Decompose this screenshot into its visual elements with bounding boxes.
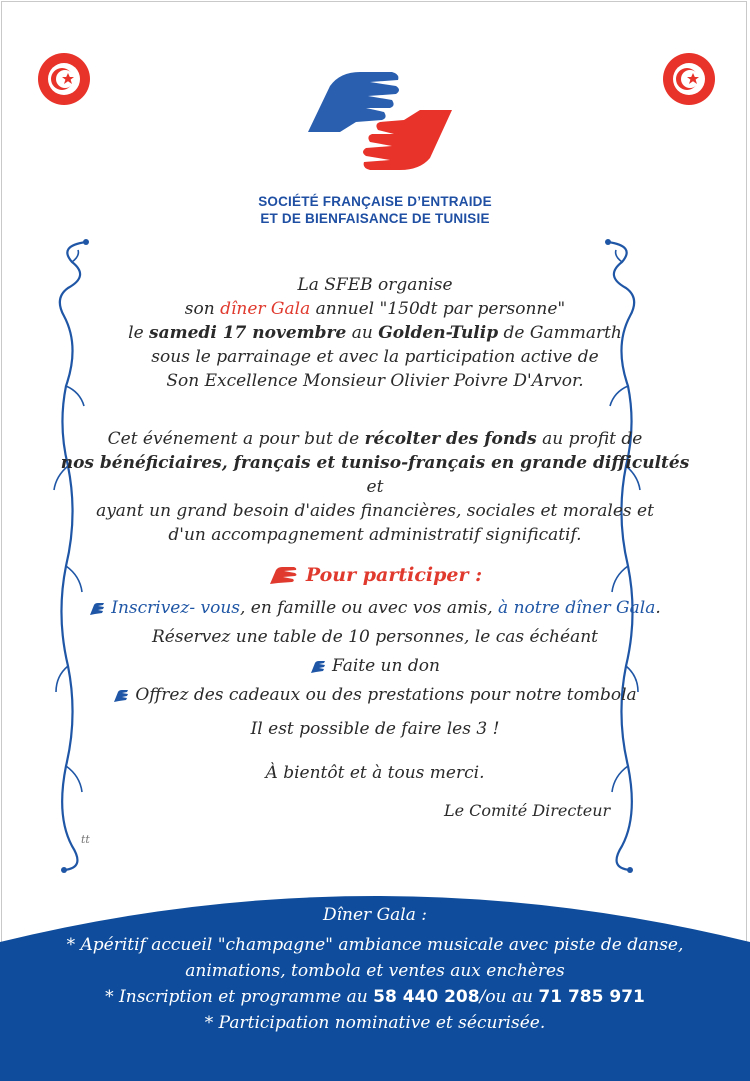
invitation-line: sous le parrainage et avec la participation active de (151, 347, 599, 367)
hands-logo-icon (300, 66, 460, 176)
participate-title: Pour participer : (0, 564, 750, 586)
invitation-line: Son Excellence Monsieur Olivier Poivre D'Arvor. (166, 371, 584, 391)
phone-number: 58 440 208 (373, 987, 480, 1007)
purpose-paragraph (60, 427, 690, 547)
diner-gala-highlight: dîner Gala (220, 299, 311, 319)
purpose-line: nos bénéficiaires, français et tuniso-français en grande difficultés et (60, 453, 690, 497)
purpose-line: d'un accompagnement administratif significatif. (168, 525, 582, 545)
red-hand-icon (268, 566, 298, 586)
gala-line: animations, tombola et ventes aux enchères (185, 961, 565, 981)
org-name-line1: SOCIÉTÉ FRANÇAISE D’ENTRAIDE (258, 194, 492, 209)
event-venue: Golden-Tulip (378, 323, 499, 343)
phone-number: 71 785 971 (538, 987, 645, 1007)
invitation-line: le samedi 17 novembre au Golden-Tulip de Gammarth (128, 323, 622, 343)
tunisia-flag-icon (37, 52, 91, 106)
purpose-line: ayant un grand besoin d'aides financières, sociales et morales et (96, 501, 654, 521)
tunisia-flag-icon (662, 52, 716, 106)
invitation-line: La SFEB organise (297, 275, 453, 295)
purpose-line: Cet événement a pour but de récolter des fonds au profit de (107, 429, 643, 449)
signature: Le Comité Directeur (444, 801, 611, 820)
participate-item: Faite un don (30, 656, 720, 676)
hand-bullet-icon (310, 660, 326, 674)
hand-bullet-icon (113, 689, 129, 703)
invitation-line: son dîner Gala annuel "150dt par personne" (184, 299, 566, 319)
participate-item: Inscrivez- vous, en famille ou avec vos amis, à notre dîner Gala. (30, 598, 720, 618)
org-name-line2: ET DE BIENFAISANCE DE TUNISIE (260, 211, 490, 226)
hand-bullet-icon (89, 602, 105, 616)
reserve-line: Réservez une table de 10 personnes, le cas échéant (151, 627, 598, 647)
gala-line: * Participation nominative et sécurisée. (204, 1013, 546, 1033)
event-date: samedi 17 novembre (149, 323, 347, 343)
gala-title: Dîner Gala : (322, 905, 428, 925)
gala-line: * Apéritif accueil "champagne" ambiance musicale avec piste de danse, (66, 935, 684, 955)
note-line: Il est possible de faire les 3 ! (250, 719, 500, 739)
gala-line: * Inscription et programme au 58 440 208/ou au 71 785 971 (105, 987, 645, 1007)
stray-mark: tt (81, 833, 90, 846)
invitation-paragraph (60, 273, 690, 393)
participate-item: Offrez des cadeaux ou des prestations pour notre tombola (30, 685, 720, 705)
thanks-line: À bientôt et à tous merci. (265, 763, 485, 783)
